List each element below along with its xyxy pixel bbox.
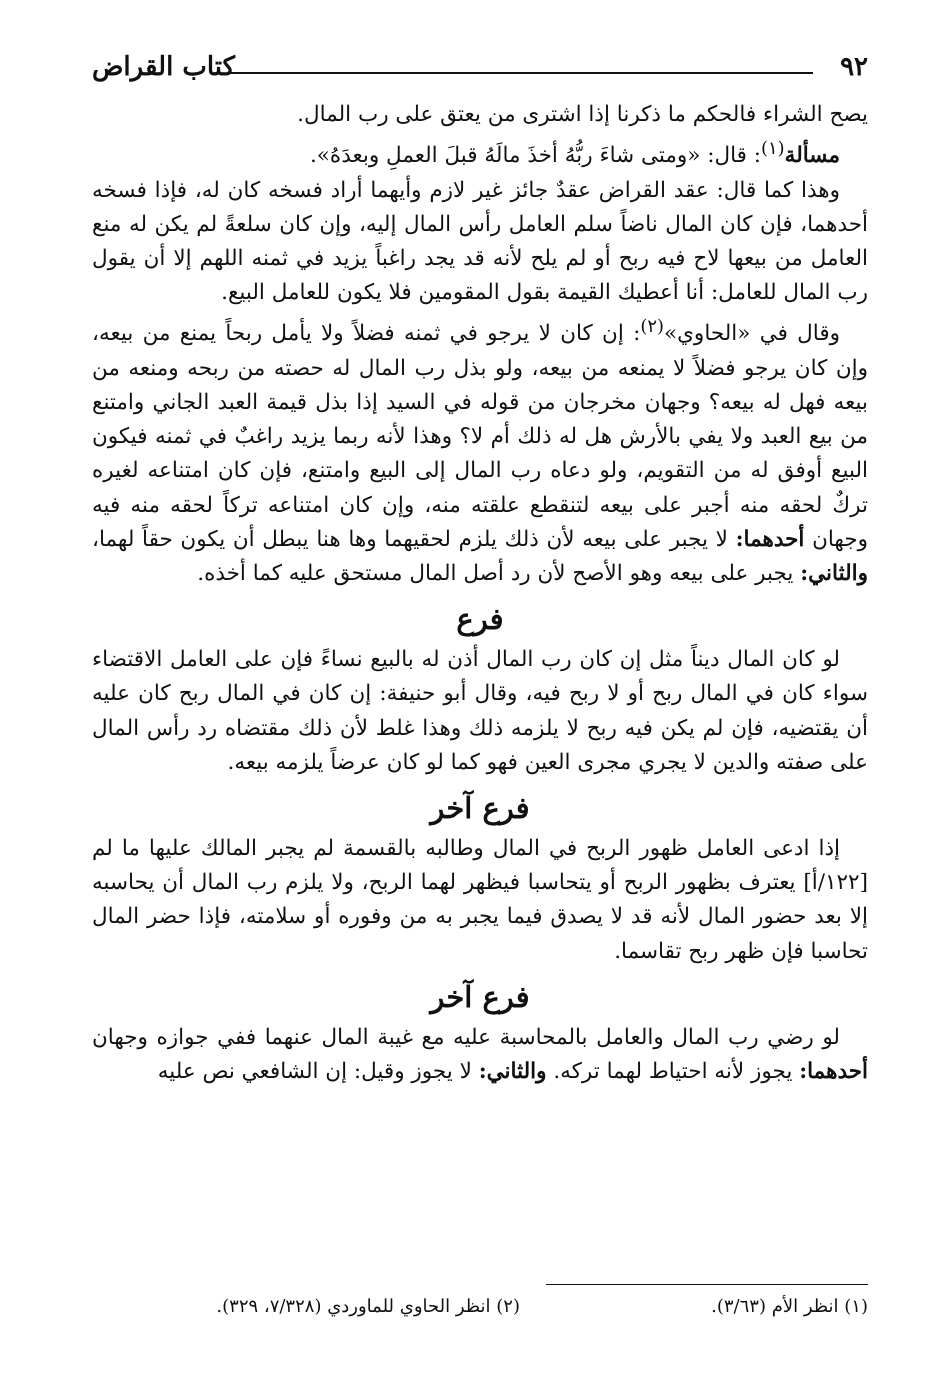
p4-part-b: : إن كان لا يرجو في ثمنه فضلاً ولا يأمل ربحاً يمنع من بيعه، وإن كان يرجو فضلاً لا يمنعه من بيعه، ولو بذل رب المال له حصته من ربحه ومنعه من بيعه فهل له بيعه؟ وجهان مخرجان من قوله في السيد إذا بذل قيمة العبد الجاني وامتنع من بيع العبد ولا يفي بالأرش هل له ذلك أم لا؟ وهذا لأنه ربما يزيد راغبٌ في ثمنه فيكون البيع أوفق له من التقويم، ولو دعاه رب المال إلى البيع وامتنع، فإن كان امتناعه لغيره تركٌ لحقه منه أجبر على بيعه لتنقطع علقته منه، وإن كان امتناعه تركاً لحقه منه فيه وجهان [92,321,868,552]
chapter-title: كتاب القراض [92,52,235,82]
paragraph-1: يصح الشراء فالحكم ما ذكرنا إذا اشترى من يعتق على رب المال. [297,102,868,127]
footnote-2: (٢) انظر الحاوي للماوردي (٧/٣٢٨، ٣٢٩). [216,1296,520,1317]
footnote-ref-2: (٢) [640,316,664,338]
running-header [92,52,868,92]
paragraph-4 [92,310,868,591]
p4-part-c: لا يجبر على بيعه لأن ذلك يلزم لحقيهما وها هنا يبطل أن يكون حقاً لهما، [92,526,736,552]
paragraph-5: لو كان المال ديناً مثل إن كان رب المال أذن له بالبيع نساءً فإن على العامل الاقتضاء سواء كان في المال ربح أو لا ربح فيه، وقال أبو حنيفة: إن كان في المال ربح كان عليه أن يقتضيه، فإن لم يكن فيه ربح لا يلزمه ذلك وهذا غلط لأن ذلك مقتضاه رد رأس المال على صفته والدين لا يجري مجرى العين فهو كما لو كان عرضاً يلزمه بيعه. [92,647,868,775]
masala-text: : قال: «ومتى شاءَ ربُّهُ أخذَ مالَهُ قبلَ العملِ وبعدَهُ». [309,143,762,169]
section-heading-1: فرع [456,602,504,637]
page-number: ٩٢ [840,52,868,82]
footnote-1: (١) انظر الأم (٣/٦٣). [711,1296,868,1317]
p7-part-c: لا يجوز وقيل: إن الشافعي نص عليه [157,1058,479,1084]
body-text [92,98,868,1089]
p7-second-view: والثاني: [478,1058,547,1084]
paragraph-3: وهذا كما قال: عقد القراض عقدٌ جائز غير لازم وأيهما أراد فسخه كان له، فإذا فسخه أحدهما، فإن كان المال ناضاً سلم العامل رأس المال إليه، وإن كان سلعةً لم يكن له منع العامل من بيعها لاح فيه ربح أو لم يلح لأنه قد يجد راغباً يزيد في ثمنه اللهم إلا أن يقول رب المال للعامل: أنا أعطيك القيمة بقول المقومين فلا يكون للعامل البيع. [92,177,868,306]
section-heading-3: فرع آخر [430,979,530,1014]
p4-part-a: وقال في «الحاوي» [663,321,841,347]
masala-label: مسألة [784,143,840,169]
p4-second-view: والثاني: [800,560,868,586]
paragraph-masala [92,132,868,173]
p7-part-b: يجوز لأنه احتياط لهما تركه. [546,1058,800,1084]
p7-first-view: أحدهما: [799,1058,868,1084]
footnote-ref-1: (١) [761,138,785,160]
p4-part-d: يجبر على بيعه وهو الأصح لأن رد أصل المال مستحق عليه كما أخذه. [197,560,801,586]
section-heading-2: فرع آخر [430,790,530,825]
footnote-rule [546,1284,868,1285]
p4-first-view: أحدهما: [735,526,805,552]
p7-part-a: لو رضي رب المال والعامل بالمحاسبة عليه مع غيبة المال عنهما ففي جوازه وجهان [92,1024,840,1050]
header-rule [227,72,813,74]
paragraph-6: إذا ادعى العامل ظهور الربح في المال وطالبه بالقسمة لم يجبر المالك عليها ما لم [١٢٢/أ] يعترف بظهور الربح أو يتحاسبا فيظهر لهما الربح، ولا يلزم رب المال أن يحاسبه إلا بعد حضور المال لأنه قد لا يصدق فيما يجبر به من وفوره أو سلامته، فإذا حضر المال تحاسبا فإن ظهر ربح تقاسما. [92,835,868,964]
paragraph-7 [92,1021,868,1089]
